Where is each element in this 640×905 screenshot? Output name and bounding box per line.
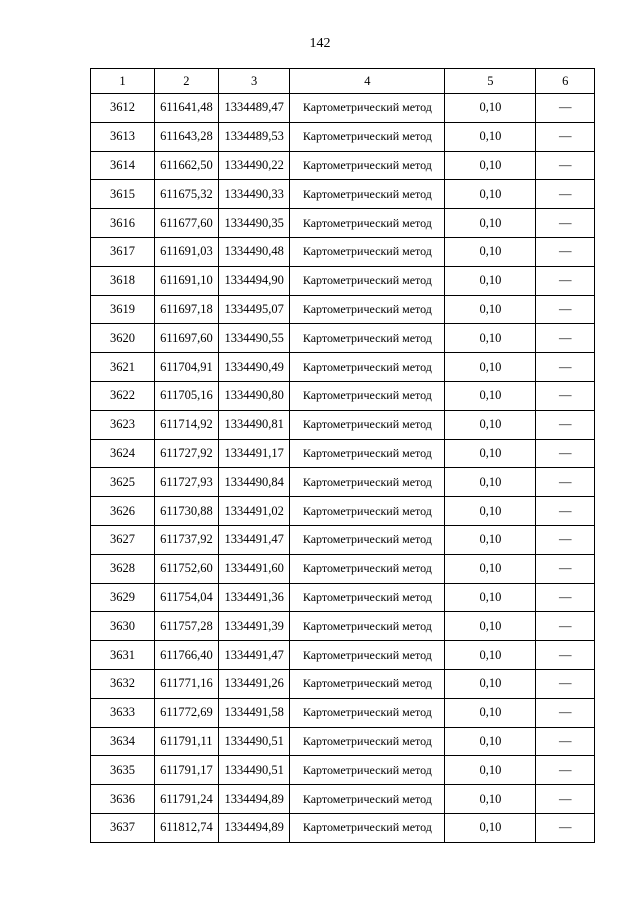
description-cell: — <box>536 785 595 814</box>
x-coordinate-cell: 611812,74 <box>154 813 218 842</box>
description-cell: — <box>536 237 595 266</box>
y-coordinate-cell: 1334491,47 <box>218 641 290 670</box>
method-cell: Картометрический метод <box>290 468 445 497</box>
point-number-cell: 3630 <box>91 612 155 641</box>
method-cell: Картометрический метод <box>290 727 445 756</box>
table-row <box>91 583 595 612</box>
point-number-cell: 3621 <box>91 353 155 382</box>
accuracy-cell: 0,10 <box>445 353 536 382</box>
method-cell: Картометрический метод <box>290 94 445 123</box>
point-number-cell: 3632 <box>91 669 155 698</box>
accuracy-cell: 0,10 <box>445 698 536 727</box>
table-row <box>91 209 595 238</box>
method-cell: Картометрический метод <box>290 669 445 698</box>
accuracy-cell: 0,10 <box>445 151 536 180</box>
method-cell: Картометрический метод <box>290 497 445 526</box>
description-cell: — <box>536 295 595 324</box>
point-number-cell: 3634 <box>91 727 155 756</box>
y-coordinate-cell: 1334490,55 <box>218 324 290 353</box>
x-coordinate-cell: 611791,24 <box>154 785 218 814</box>
x-coordinate-cell: 611691,03 <box>154 237 218 266</box>
point-number-cell: 3625 <box>91 468 155 497</box>
table-row <box>91 94 595 123</box>
point-number-cell: 3616 <box>91 209 155 238</box>
method-cell: Картометрический метод <box>290 237 445 266</box>
accuracy-cell: 0,10 <box>445 813 536 842</box>
description-cell: — <box>536 583 595 612</box>
y-coordinate-cell: 1334491,26 <box>218 669 290 698</box>
description-cell: — <box>536 756 595 785</box>
y-coordinate-cell: 1334490,22 <box>218 151 290 180</box>
point-number-cell: 3627 <box>91 525 155 554</box>
method-cell: Картометрический метод <box>290 756 445 785</box>
x-coordinate-cell: 611766,40 <box>154 641 218 670</box>
x-coordinate-cell: 611697,60 <box>154 324 218 353</box>
accuracy-cell: 0,10 <box>445 122 536 151</box>
accuracy-cell: 0,10 <box>445 612 536 641</box>
y-coordinate-cell: 1334491,58 <box>218 698 290 727</box>
header-col-point-number: 1 <box>91 69 155 94</box>
x-coordinate-cell: 611730,88 <box>154 497 218 526</box>
accuracy-cell: 0,10 <box>445 266 536 295</box>
table-row <box>91 525 595 554</box>
page-number: 142 <box>309 36 331 51</box>
header-row <box>91 69 595 94</box>
method-cell: Картометрический метод <box>290 410 445 439</box>
table-header <box>91 69 595 94</box>
accuracy-cell: 0,10 <box>445 583 536 612</box>
x-coordinate-cell: 611737,92 <box>154 525 218 554</box>
method-cell: Картометрический метод <box>290 554 445 583</box>
description-cell: — <box>536 381 595 410</box>
y-coordinate-cell: 1334490,81 <box>218 410 290 439</box>
method-cell: Картометрический метод <box>290 439 445 468</box>
x-coordinate-cell: 611752,60 <box>154 554 218 583</box>
table-row <box>91 353 595 382</box>
x-coordinate-cell: 611705,16 <box>154 381 218 410</box>
description-cell: — <box>536 353 595 382</box>
table-row <box>91 381 595 410</box>
description-cell: — <box>536 180 595 209</box>
method-cell: Картометрический метод <box>290 525 445 554</box>
table-body <box>91 94 595 843</box>
accuracy-cell: 0,10 <box>445 209 536 238</box>
y-coordinate-cell: 1334491,02 <box>218 497 290 526</box>
method-cell: Картометрический метод <box>290 698 445 727</box>
point-number-cell: 3628 <box>91 554 155 583</box>
description-cell: — <box>536 439 595 468</box>
accuracy-cell: 0,10 <box>445 525 536 554</box>
method-cell: Картометрический метод <box>290 295 445 324</box>
method-cell: Картометрический метод <box>290 381 445 410</box>
x-coordinate-cell: 611757,28 <box>154 612 218 641</box>
description-cell: — <box>536 698 595 727</box>
table-row <box>91 295 595 324</box>
x-coordinate-cell: 611714,92 <box>154 410 218 439</box>
table-row <box>91 122 595 151</box>
method-cell: Картометрический метод <box>290 813 445 842</box>
method-cell: Картометрический метод <box>290 641 445 670</box>
method-cell: Картометрический метод <box>290 324 445 353</box>
table-row <box>91 669 595 698</box>
x-coordinate-cell: 611677,60 <box>154 209 218 238</box>
method-cell: Картометрический метод <box>290 180 445 209</box>
method-cell: Картометрический метод <box>290 612 445 641</box>
table-row <box>91 266 595 295</box>
table-row <box>91 554 595 583</box>
accuracy-cell: 0,10 <box>445 727 536 756</box>
table-row <box>91 324 595 353</box>
accuracy-cell: 0,10 <box>445 237 536 266</box>
x-coordinate-cell: 611697,18 <box>154 295 218 324</box>
y-coordinate-cell: 1334494,89 <box>218 813 290 842</box>
y-coordinate-cell: 1334490,48 <box>218 237 290 266</box>
y-coordinate-cell: 1334495,07 <box>218 295 290 324</box>
point-number-cell: 3620 <box>91 324 155 353</box>
x-coordinate-cell: 611791,11 <box>154 727 218 756</box>
table-row <box>91 756 595 785</box>
y-coordinate-cell: 1334491,47 <box>218 525 290 554</box>
table-row <box>91 698 595 727</box>
accuracy-cell: 0,10 <box>445 468 536 497</box>
coordinates-table <box>90 68 595 843</box>
y-coordinate-cell: 1334490,33 <box>218 180 290 209</box>
y-coordinate-cell: 1334491,17 <box>218 439 290 468</box>
y-coordinate-cell: 1334491,36 <box>218 583 290 612</box>
point-number-cell: 3613 <box>91 122 155 151</box>
method-cell: Картометрический метод <box>290 785 445 814</box>
description-cell: — <box>536 612 595 641</box>
table-row <box>91 785 595 814</box>
accuracy-cell: 0,10 <box>445 381 536 410</box>
y-coordinate-cell: 1334490,51 <box>218 756 290 785</box>
x-coordinate-cell: 611704,91 <box>154 353 218 382</box>
accuracy-cell: 0,10 <box>445 324 536 353</box>
y-coordinate-cell: 1334489,53 <box>218 122 290 151</box>
description-cell: — <box>536 151 595 180</box>
description-cell: — <box>536 209 595 238</box>
y-coordinate-cell: 1334489,47 <box>218 94 290 123</box>
description-cell: — <box>536 554 595 583</box>
table-row <box>91 468 595 497</box>
point-number-cell: 3623 <box>91 410 155 439</box>
accuracy-cell: 0,10 <box>445 439 536 468</box>
point-number-cell: 3631 <box>91 641 155 670</box>
header-col-y: 3 <box>218 69 290 94</box>
accuracy-cell: 0,10 <box>445 669 536 698</box>
description-cell: — <box>536 324 595 353</box>
table-row <box>91 813 595 842</box>
table-row <box>91 497 595 526</box>
description-cell: — <box>536 468 595 497</box>
accuracy-cell: 0,10 <box>445 785 536 814</box>
x-coordinate-cell: 611771,16 <box>154 669 218 698</box>
method-cell: Картометрический метод <box>290 583 445 612</box>
point-number-cell: 3635 <box>91 756 155 785</box>
description-cell: — <box>536 727 595 756</box>
description-cell: — <box>536 94 595 123</box>
accuracy-cell: 0,10 <box>445 94 536 123</box>
y-coordinate-cell: 1334490,49 <box>218 353 290 382</box>
accuracy-cell: 0,10 <box>445 641 536 670</box>
table-row <box>91 151 595 180</box>
accuracy-cell: 0,10 <box>445 180 536 209</box>
point-number-cell: 3618 <box>91 266 155 295</box>
table-row <box>91 641 595 670</box>
description-cell: — <box>536 669 595 698</box>
y-coordinate-cell: 1334491,60 <box>218 554 290 583</box>
method-cell: Картометрический метод <box>290 266 445 295</box>
description-cell: — <box>536 525 595 554</box>
accuracy-cell: 0,10 <box>445 554 536 583</box>
table-row <box>91 410 595 439</box>
x-coordinate-cell: 611662,50 <box>154 151 218 180</box>
x-coordinate-cell: 611754,04 <box>154 583 218 612</box>
point-number-cell: 3637 <box>91 813 155 842</box>
description-cell: — <box>536 813 595 842</box>
point-number-cell: 3617 <box>91 237 155 266</box>
point-number-cell: 3633 <box>91 698 155 727</box>
x-coordinate-cell: 611675,32 <box>154 180 218 209</box>
table-row <box>91 727 595 756</box>
header-col-accuracy: 5 <box>445 69 536 94</box>
description-cell: — <box>536 641 595 670</box>
x-coordinate-cell: 611727,93 <box>154 468 218 497</box>
point-number-cell: 3629 <box>91 583 155 612</box>
y-coordinate-cell: 1334494,89 <box>218 785 290 814</box>
accuracy-cell: 0,10 <box>445 410 536 439</box>
y-coordinate-cell: 1334490,35 <box>218 209 290 238</box>
y-coordinate-cell: 1334490,51 <box>218 727 290 756</box>
table-row <box>91 612 595 641</box>
description-cell: — <box>536 497 595 526</box>
point-number-cell: 3614 <box>91 151 155 180</box>
point-number-cell: 3619 <box>91 295 155 324</box>
point-number-cell: 3626 <box>91 497 155 526</box>
point-number-cell: 3624 <box>91 439 155 468</box>
header-col-x: 2 <box>154 69 218 94</box>
point-number-cell: 3636 <box>91 785 155 814</box>
method-cell: Картометрический метод <box>290 122 445 151</box>
table-row <box>91 439 595 468</box>
x-coordinate-cell: 611727,92 <box>154 439 218 468</box>
description-cell: — <box>536 266 595 295</box>
header-col-description: 6 <box>536 69 595 94</box>
method-cell: Картометрический метод <box>290 353 445 382</box>
description-cell: — <box>536 410 595 439</box>
y-coordinate-cell: 1334494,90 <box>218 266 290 295</box>
method-cell: Картометрический метод <box>290 151 445 180</box>
x-coordinate-cell: 611791,17 <box>154 756 218 785</box>
accuracy-cell: 0,10 <box>445 295 536 324</box>
y-coordinate-cell: 1334490,80 <box>218 381 290 410</box>
x-coordinate-cell: 611691,10 <box>154 266 218 295</box>
point-number-cell: 3622 <box>91 381 155 410</box>
y-coordinate-cell: 1334491,39 <box>218 612 290 641</box>
accuracy-cell: 0,10 <box>445 497 536 526</box>
method-cell: Картометрический метод <box>290 209 445 238</box>
description-cell: — <box>536 122 595 151</box>
y-coordinate-cell: 1334490,84 <box>218 468 290 497</box>
point-number-cell: 3615 <box>91 180 155 209</box>
table-row <box>91 237 595 266</box>
header-col-method: 4 <box>290 69 445 94</box>
accuracy-cell: 0,10 <box>445 756 536 785</box>
x-coordinate-cell: 611643,28 <box>154 122 218 151</box>
point-number-cell: 3612 <box>91 94 155 123</box>
table-row <box>91 180 595 209</box>
x-coordinate-cell: 611772,69 <box>154 698 218 727</box>
x-coordinate-cell: 611641,48 <box>154 94 218 123</box>
